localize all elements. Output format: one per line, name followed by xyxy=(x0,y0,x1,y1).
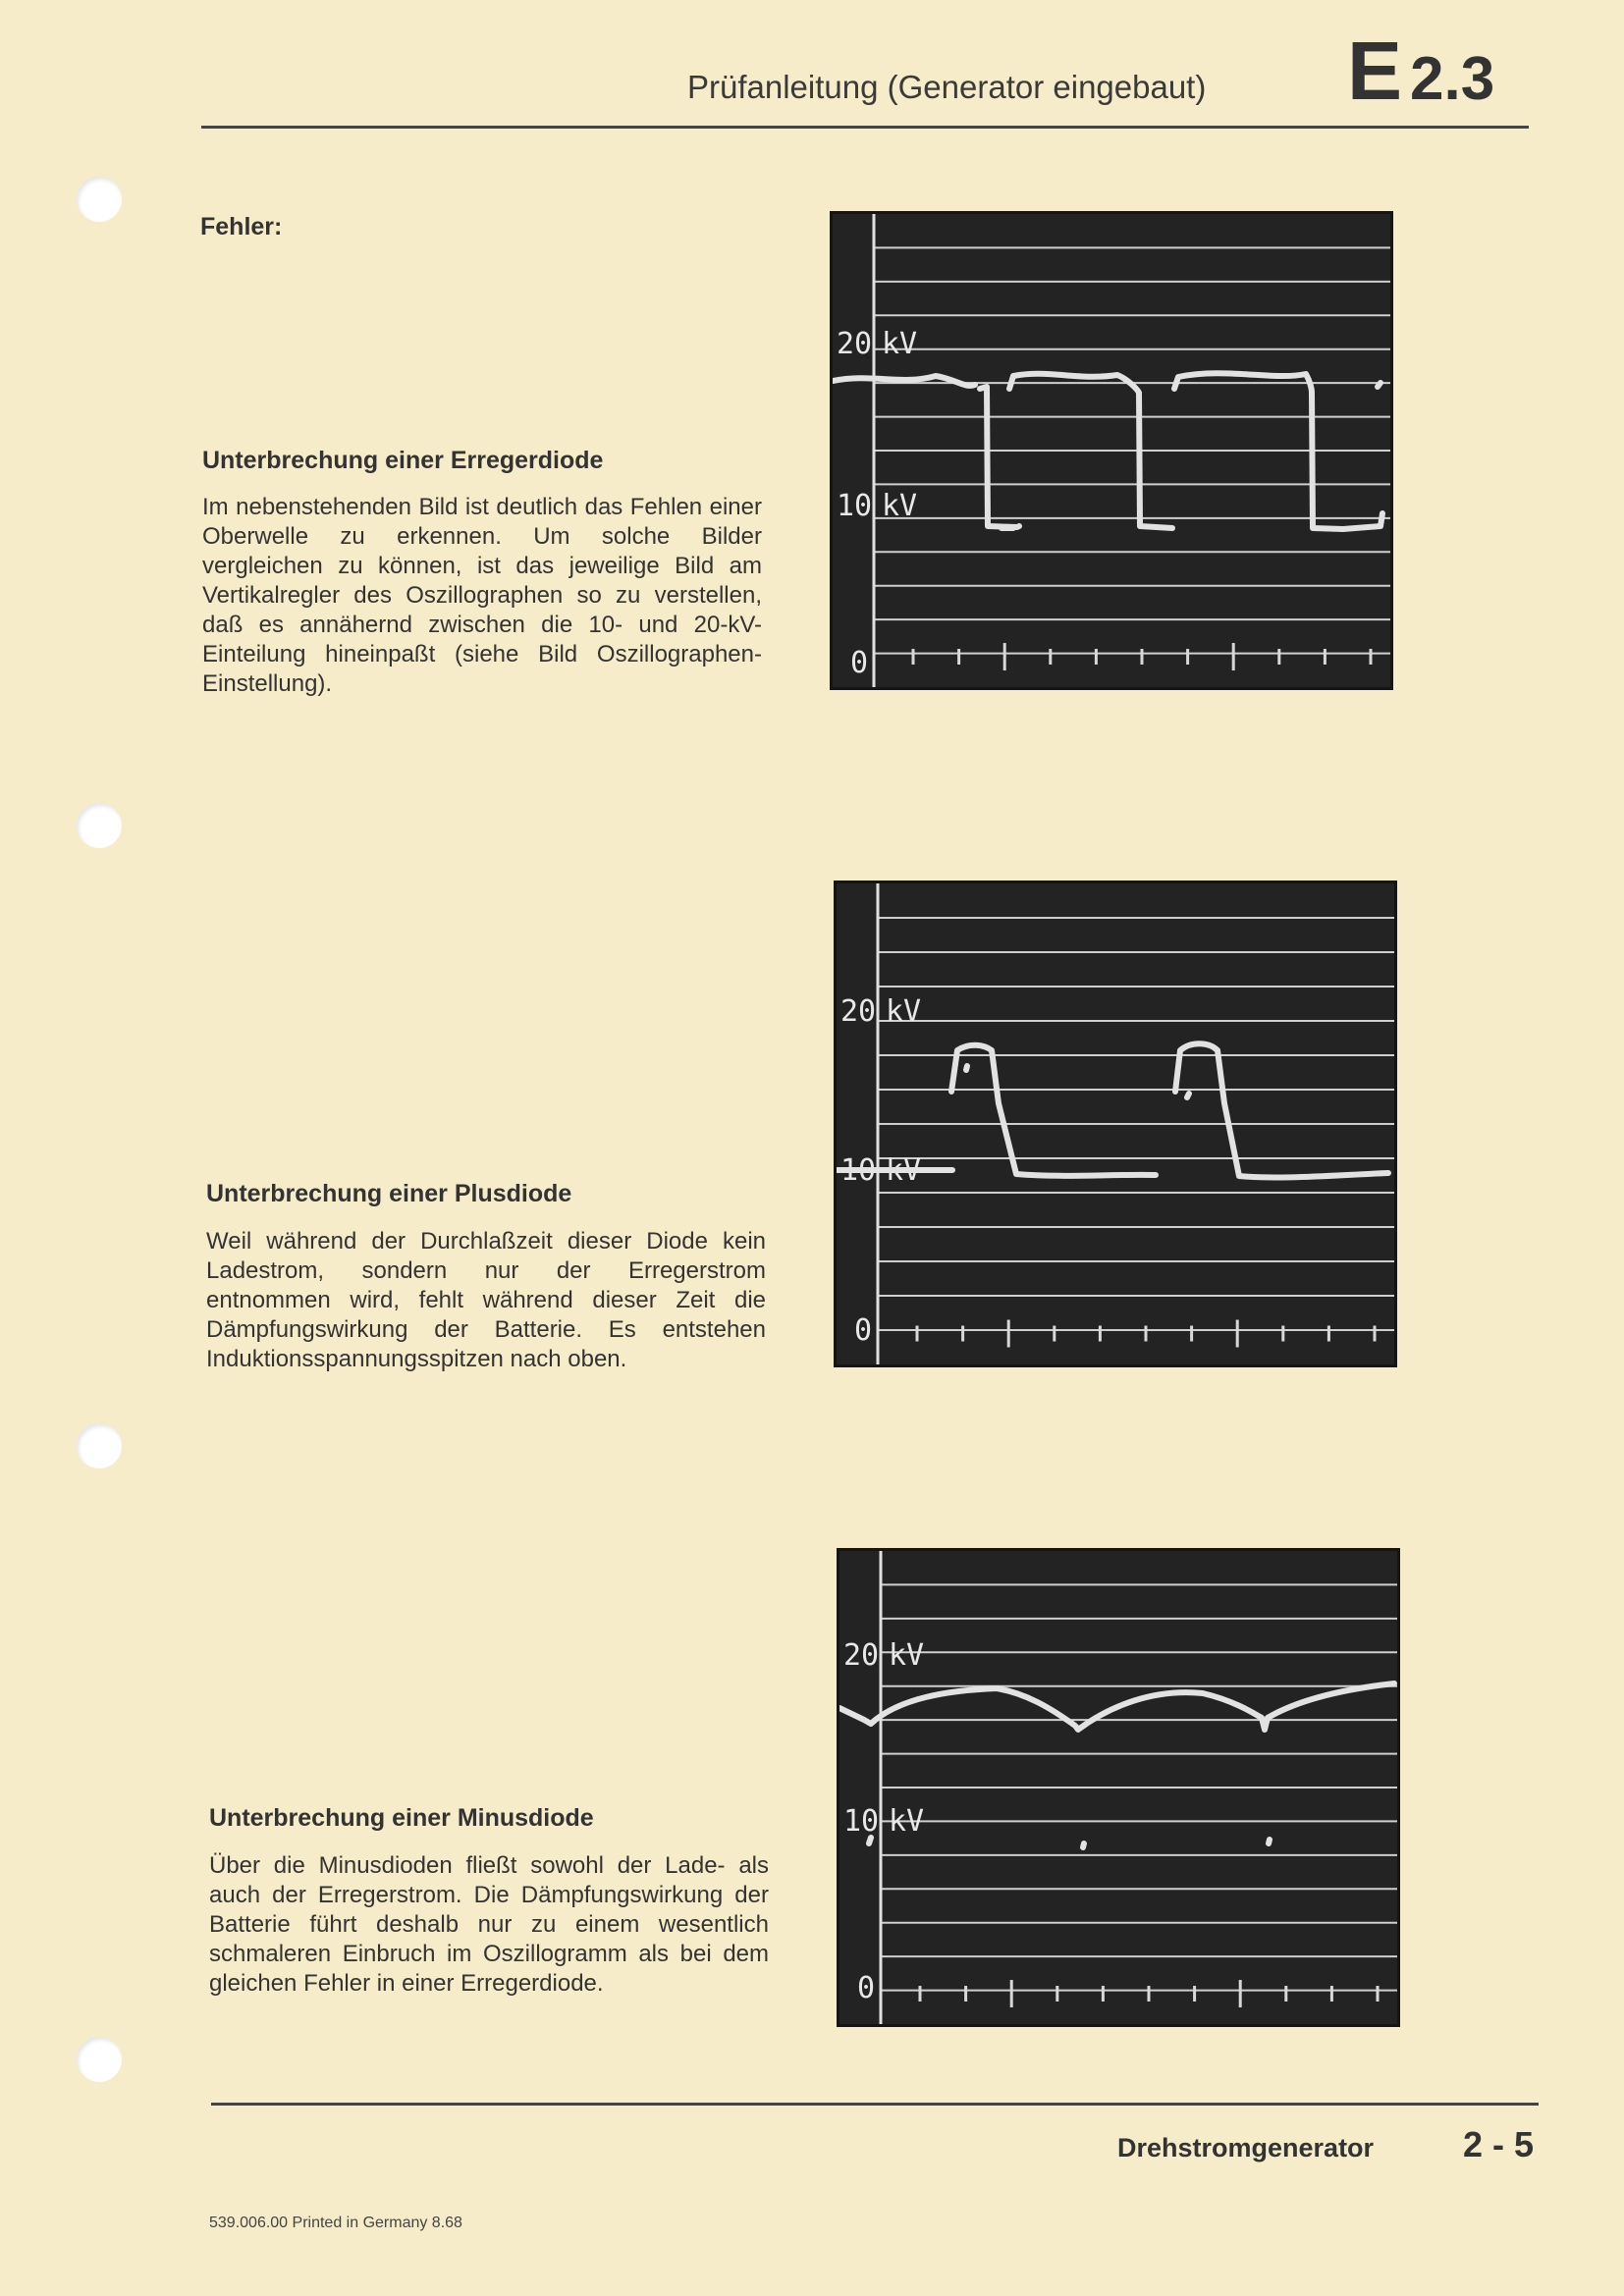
block-heading-erregerdiode: Unterbrechung einer Erregerdiode xyxy=(202,447,604,474)
label-10kv: 10 xyxy=(843,1804,880,1839)
punch-hole xyxy=(77,177,122,222)
section-code-major: E xyxy=(1347,25,1403,117)
page-number: 2 - 5 xyxy=(1463,2124,1535,2164)
label-zero: 0 xyxy=(857,1971,876,2005)
label-10kv: 10 xyxy=(837,489,873,523)
label-20kv: 20 xyxy=(843,1638,880,1673)
label-unit-10: kV xyxy=(889,1804,925,1839)
block-text-plusdiode: Weil während der Durchlaßzeit dieser Diode kein Ladestrom, sondern nur der Erregerstrom entnommen wird, fehlt während dieser Zeit die Dämpfungswirkung der Batterie. Es entstehen Induktionsspannungsspitzen nach oben. xyxy=(206,1228,766,1372)
label-10kv: 10 xyxy=(840,1153,877,1188)
punch-hole xyxy=(77,1423,122,1468)
punch-hole xyxy=(77,803,122,848)
punch-hole xyxy=(77,2037,122,2082)
label-zero: 0 xyxy=(854,1313,873,1348)
label-20kv: 20 xyxy=(837,327,873,361)
fehler-label: Fehler: xyxy=(200,213,283,240)
oscillogram-erregerdiode xyxy=(830,211,1393,690)
label-unit-20: kV xyxy=(889,1638,925,1673)
print-note: 539.006.00 Printed in Germany 8.68 xyxy=(209,2215,462,2231)
label-20kv: 20 xyxy=(840,994,877,1029)
block-text-minusdiode: Über die Minusdioden fließt sowohl der Lade- als auch der Erregerstrom. Die Dämpfungswirkung der Batterie führt deshalb nur zu einem wesentlich schmaleren Einbruch im Oszillogramm als bei dem gleichen Fehler in einer Erregerdiode. xyxy=(209,1852,769,1997)
label-unit-20: kV xyxy=(882,327,918,361)
block-text-erregerdiode: Im nebenstehenden Bild ist deutlich das Fehlen einer Oberwelle zu erkennen. Um solche Bilder vergleichen zu können, ist das jeweilige Bild am Vertikalregler des Oszillographen so zu verstellen, daß es annähernd zwischen die 10- und 20-kV-Einteilung hineinpaßt (siehe Bild Oszillographen-Einstellung). xyxy=(202,494,762,697)
oscillogram-canvas xyxy=(837,883,1394,1364)
section-code-minor: 2.3 xyxy=(1410,45,1495,113)
label-unit-10: kV xyxy=(886,1153,922,1188)
oscillogram-canvas xyxy=(839,1551,1397,2024)
page-title: Prüfanleitung (Generator eingebaut) xyxy=(687,69,1207,105)
oscillogram-plusdiode xyxy=(834,881,1397,1367)
oscillogram-canvas xyxy=(833,214,1390,687)
footer-rule xyxy=(211,2103,1539,2106)
label-zero: 0 xyxy=(850,646,869,680)
label-unit-10: kV xyxy=(882,489,918,523)
header-rule xyxy=(201,126,1529,129)
block-heading-plusdiode: Unterbrechung einer Plusdiode xyxy=(206,1180,572,1207)
footer-title: Drehstromgenerator xyxy=(1117,2133,1375,2163)
section-code xyxy=(1347,25,1495,117)
label-unit-20: kV xyxy=(886,994,922,1029)
oscillogram-minusdiode xyxy=(837,1548,1400,2027)
block-heading-minusdiode: Unterbrechung einer Minusdiode xyxy=(209,1804,594,1832)
